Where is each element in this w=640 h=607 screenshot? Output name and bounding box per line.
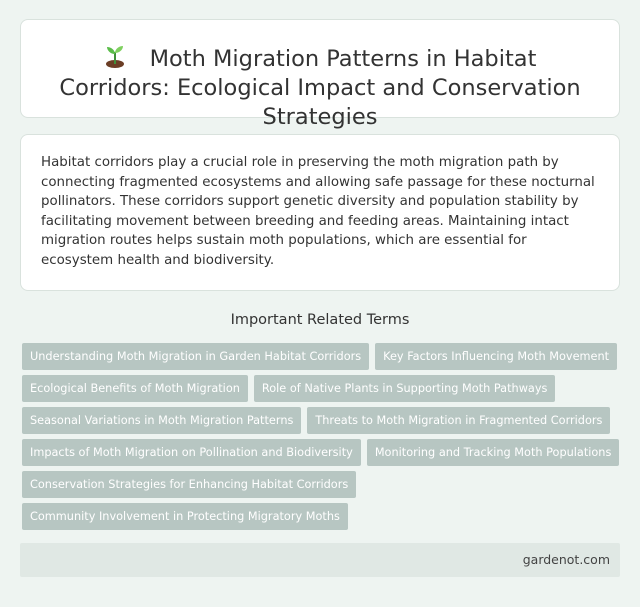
related-term-tag[interactable]: Key Factors Influencing Moth Movement (375, 343, 617, 370)
related-term-tag[interactable]: Role of Native Plants in Supporting Moth Pathways (254, 375, 556, 402)
tag-row (22, 471, 622, 498)
related-term-tag[interactable]: Understanding Moth Migration in Garden Habitat Corridors (22, 343, 369, 370)
page-title-text: Moth Migration Patterns in Habitat Corridors: Ecological Impact and Conservation Strategies (59, 46, 581, 130)
title-card (20, 19, 620, 130)
sprout-icon (104, 44, 126, 68)
related-term-tag[interactable]: Ecological Benefits of Moth Migration (22, 375, 248, 402)
tag-row (22, 375, 622, 402)
footer-site-link[interactable]: gardenot.com (522, 552, 610, 567)
related-terms-heading: Important Related Terms (230, 312, 410, 328)
related-terms-list (22, 343, 622, 535)
tag-row (22, 503, 622, 530)
related-term-tag[interactable]: Conservation Strategies for Enhancing Habitat Corridors (22, 471, 356, 498)
related-term-tag[interactable]: Community Involvement in Protecting Migratory Moths (22, 503, 348, 530)
tag-row (22, 343, 622, 370)
page-title (49, 20, 591, 132)
intro-card (20, 134, 620, 291)
footer (20, 543, 620, 577)
related-term-tag[interactable]: Seasonal Variations in Moth Migration Patterns (22, 407, 301, 434)
tag-row (22, 439, 622, 466)
related-term-tag[interactable]: Threats to Moth Migration in Fragmented Corridors (307, 407, 610, 434)
intro-text: Habitat corridors play a crucial role in preserving the moth migration path by connecting fragmented ecosystems and allowing safe passage for these nocturnal pollinators. These corridors support genetic diversity and population stability by facilitating movement between breeding and feeding areas. Maintaining intact migration routes helps sustain moth populations, which are essential for ecosystem health and biodiversity. (41, 155, 595, 268)
tag-row (22, 407, 622, 434)
related-term-tag[interactable]: Monitoring and Tracking Moth Populations (367, 439, 620, 466)
related-term-tag[interactable]: Impacts of Moth Migration on Pollination and Biodiversity (22, 439, 361, 466)
